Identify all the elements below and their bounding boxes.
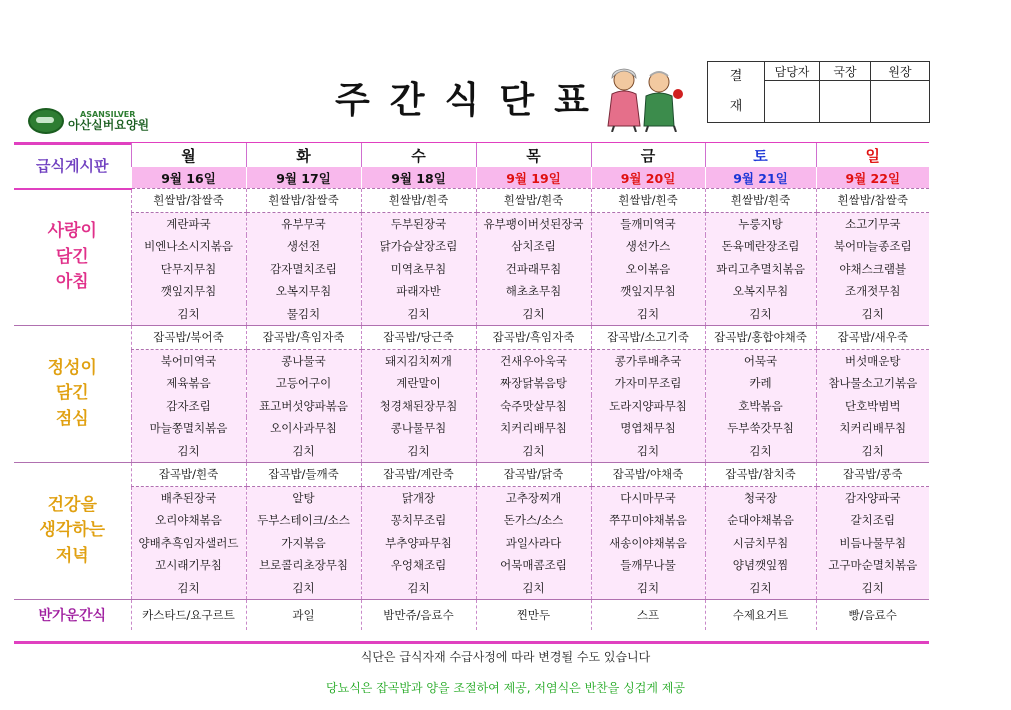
snack-label: 반가운간식 — [38, 608, 107, 624]
menu-item-cell: 시금치무침 — [705, 532, 816, 555]
menu-item-cell: 김치 — [476, 577, 591, 600]
menu-item-cell: 쭈꾸미야채볶음 — [591, 509, 705, 532]
menu-item-cell: 돼지김치찌개 — [361, 349, 476, 372]
rice-porridge-cell: 흰쌀밥/흰죽 — [476, 189, 591, 213]
menu-item-cell: 치커리배무침 — [476, 417, 591, 440]
menu-item-cell: 조개젓무침 — [816, 280, 929, 303]
rice-porridge-cell: 잡곡밥/참치죽 — [705, 463, 816, 487]
menu-item-cell: 들깨미역국 — [591, 212, 705, 235]
meal-label-line: 저녁 — [55, 545, 89, 566]
rice-porridge-cell: 잡곡밥/야채죽 — [591, 463, 705, 487]
menu-item-cell: 김치 — [591, 303, 705, 326]
menu-item-cell: 삼치조림 — [476, 235, 591, 258]
menu-item-cell: 닭개장 — [361, 486, 476, 509]
menu-item-cell: 꽁치무조림 — [361, 509, 476, 532]
meal-label-line: 담긴 — [55, 383, 89, 404]
menu-item-cell: 콩가루배추국 — [591, 349, 705, 372]
rice-porridge-cell: 잡곡밥/흑임자죽 — [476, 326, 591, 350]
menu-item-cell: 깻잎지무침 — [591, 280, 705, 303]
menu-item-cell: 마늘쫑멸치볶음 — [131, 417, 246, 440]
approval-box — [707, 61, 930, 123]
meal-label-line: 담긴 — [55, 246, 89, 267]
header-label — [14, 143, 131, 189]
menu-item-cell: 김치 — [361, 440, 476, 463]
menu-item-cell: 양배추흑임자샐러드 — [131, 532, 246, 555]
logo — [28, 108, 149, 134]
menu-item-cell: 계란파국 — [131, 212, 246, 235]
snack-cell: 스프 — [591, 600, 705, 631]
menu-item-cell: 오이볶음 — [591, 258, 705, 281]
menu-item-cell: 꼬시래기무침 — [131, 554, 246, 577]
rice-porridge-cell: 흰쌀밥/흰죽 — [591, 189, 705, 213]
menu-item-cell: 호박볶음 — [705, 395, 816, 418]
rice-porridge-cell: 잡곡밥/홍합야채죽 — [705, 326, 816, 350]
meal-section-label — [14, 463, 131, 600]
rice-porridge-cell: 흰쌀밥/흰죽 — [361, 189, 476, 213]
menu-item-cell: 오리야채볶음 — [131, 509, 246, 532]
menu-item-cell: 어묵매콤조림 — [476, 554, 591, 577]
date-cell: 9월 17일 — [246, 167, 361, 189]
menu-item-cell: 야채스크램블 — [816, 258, 929, 281]
rice-porridge-cell: 잡곡밥/계란죽 — [361, 463, 476, 487]
menu-item-cell: 북어마늘종조림 — [816, 235, 929, 258]
approval-sign-director[interactable] — [820, 81, 871, 123]
date-cell: 9월 19일 — [476, 167, 591, 189]
menu-item-cell: 김치 — [591, 440, 705, 463]
menu-item-cell: 비듬나물무침 — [816, 532, 929, 555]
menu-item-cell: 오이사과무침 — [246, 417, 361, 440]
approval-col-head: 원장 — [871, 62, 930, 81]
menu-item-cell: 돈육메란장조림 — [705, 235, 816, 258]
approval-label-top: 결 — [729, 69, 743, 85]
menu-item-cell: 청경채된장무침 — [361, 395, 476, 418]
menu-item-cell: 계란말이 — [361, 372, 476, 395]
meal-label-line: 건강을 — [47, 494, 97, 515]
menu-item-cell: 양념깻잎찜 — [705, 554, 816, 577]
snack-cell: 밤만쥬/음료수 — [361, 600, 476, 631]
menu-item-cell: 숙주맛살무침 — [476, 395, 591, 418]
menu-item-cell: 고구마순멸치볶음 — [816, 554, 929, 577]
day-header: 수 — [361, 143, 476, 167]
rice-porridge-cell: 잡곡밥/닭죽 — [476, 463, 591, 487]
rice-porridge-cell: 흰쌀밥/찹쌀죽 — [131, 189, 246, 213]
menu-item-cell: 고추장찌개 — [476, 486, 591, 509]
snack-cell: 수제요거트 — [705, 600, 816, 631]
menu-item-cell: 김치 — [246, 577, 361, 600]
menu-item-cell: 배추된장국 — [131, 486, 246, 509]
menu-item-cell: 참나물소고기볶음 — [816, 372, 929, 395]
menu-item-cell: 김치 — [131, 440, 246, 463]
rice-porridge-cell: 잡곡밥/북어죽 — [131, 326, 246, 350]
meal-label-line: 점심 — [55, 408, 89, 429]
menu-item-cell: 미역초무침 — [361, 258, 476, 281]
rice-porridge-cell: 잡곡밥/흰죽 — [131, 463, 246, 487]
menu-item-cell: 유부팽이버섯된장국 — [476, 212, 591, 235]
menu-item-cell: 감자멸치조림 — [246, 258, 361, 281]
menu-item-cell: 돈가스/소스 — [476, 509, 591, 532]
menu-item-cell: 김치 — [476, 440, 591, 463]
logo-emblem-icon — [28, 108, 64, 134]
menu-item-cell: 알탕 — [246, 486, 361, 509]
menu-item-cell: 어묵국 — [705, 349, 816, 372]
menu-item-cell: 비엔나소시지볶음 — [131, 235, 246, 258]
menu-item-cell: 북어미역국 — [131, 349, 246, 372]
menu-item-cell: 물김치 — [246, 303, 361, 326]
menu-change-note: 식단은 급식자재 수급사정에 따라 변경될 수도 있습니다 — [360, 650, 651, 664]
menu-item-cell: 고등어구이 — [246, 372, 361, 395]
date-cell: 9월 18일 — [361, 167, 476, 189]
menu-item-cell: 갈치조림 — [816, 509, 929, 532]
date-cell: 9월 16일 — [131, 167, 246, 189]
menu-item-cell: 김치 — [131, 577, 246, 600]
rice-porridge-cell: 잡곡밥/소고기죽 — [591, 326, 705, 350]
menu-item-cell: 오복지무침 — [705, 280, 816, 303]
menu-item-cell: 김치 — [246, 440, 361, 463]
menu-item-cell: 부추양파무침 — [361, 532, 476, 555]
date-cell: 9월 21일 — [705, 167, 816, 189]
menu-item-cell: 도라지양파무침 — [591, 395, 705, 418]
meal-label-line: 정성이 — [47, 357, 97, 378]
menu-item-cell: 치커리배무침 — [816, 417, 929, 440]
menu-item-cell: 콩나물무침 — [361, 417, 476, 440]
menu-item-cell: 김치 — [705, 577, 816, 600]
approval-sign-head[interactable] — [871, 81, 930, 123]
menu-item-cell: 두부쑥갓무침 — [705, 417, 816, 440]
menu-item-cell: 파래자반 — [361, 280, 476, 303]
meal-label-line: 사랑이 — [47, 221, 97, 241]
meal-section-label — [14, 189, 131, 326]
meal-label-line: 아침 — [55, 272, 89, 292]
day-header: 화 — [246, 143, 361, 167]
day-header: 월 — [131, 143, 246, 167]
day-header: 목 — [476, 143, 591, 167]
elderly-couple-illustration — [604, 66, 686, 132]
menu-item-cell: 짜장닭볶음탕 — [476, 372, 591, 395]
menu-item-cell: 표고버섯양파볶음 — [246, 395, 361, 418]
menu-item-cell: 가자미무조림 — [591, 372, 705, 395]
date-cell: 9월 20일 — [591, 167, 705, 189]
menu-item-cell: 김치 — [816, 303, 929, 326]
menu-item-cell: 유부무국 — [246, 212, 361, 235]
menu-item-cell: 카레 — [705, 372, 816, 395]
rice-porridge-cell: 잡곡밥/당근죽 — [361, 326, 476, 350]
menu-item-cell: 가지볶음 — [246, 532, 361, 555]
rice-porridge-cell: 흰쌀밥/찹쌀죽 — [246, 189, 361, 213]
menu-item-cell: 누룽지탕 — [705, 212, 816, 235]
menu-item-cell: 제육볶음 — [131, 372, 246, 395]
menu-item-cell: 들깨무나물 — [591, 554, 705, 577]
menu-item-cell: 다시마무국 — [591, 486, 705, 509]
meal-section-label — [14, 326, 131, 463]
menu-item-cell: 새송이야채볶음 — [591, 532, 705, 555]
menu-item-cell: 오복지무침 — [246, 280, 361, 303]
approval-col-director: 국장 — [820, 62, 871, 81]
menu-item-cell: 꽈리고추멸치볶음 — [705, 258, 816, 281]
menu-item-cell: 김치 — [476, 303, 591, 326]
snack-cell: 과일 — [246, 600, 361, 631]
menu-item-cell: 과일사라다 — [476, 532, 591, 555]
meal-label-line: 생각하는 — [39, 520, 106, 541]
menu-item-cell: 생선가스 — [591, 235, 705, 258]
menu-item-cell: 감자조림 — [131, 395, 246, 418]
rice-porridge-cell: 잡곡밥/새우죽 — [816, 326, 929, 350]
rice-porridge-cell: 잡곡밥/콩죽 — [816, 463, 929, 487]
menu-item-cell: 깻잎지무침 — [131, 280, 246, 303]
menu-item-cell: 김치 — [131, 303, 246, 326]
menu-item-cell: 콩나물국 — [246, 349, 361, 372]
menu-item-cell: 해초초무침 — [476, 280, 591, 303]
snack-cell: 카스타드/요구르트 — [131, 600, 246, 631]
menu-item-cell: 김치 — [816, 577, 929, 600]
menu-item-cell: 순대야채볶음 — [705, 509, 816, 532]
diet-note: 당뇨식은 잡곡밥과 양을 조절하여 제공, 저염식은 반찬을 싱겁게 제공 — [326, 681, 685, 695]
day-header: 토 — [705, 143, 816, 167]
menu-item-cell: 김치 — [591, 577, 705, 600]
menu-item-cell: 단무지무침 — [131, 258, 246, 281]
day-header: 일 — [816, 143, 929, 167]
menu-item-cell: 건파래무침 — [476, 258, 591, 281]
snack-cell: 찐만두 — [476, 600, 591, 631]
approval-col-manager: 담당자 — [765, 62, 820, 81]
menu-item-cell: 버섯매운탕 — [816, 349, 929, 372]
menu-item-cell: 청국장 — [705, 486, 816, 509]
rice-porridge-cell: 잡곡밥/흑임자죽 — [246, 326, 361, 350]
approval-sign-manager[interactable] — [765, 81, 820, 123]
menu-item-cell: 김치 — [705, 440, 816, 463]
menu-item-cell: 브로콜리초장무침 — [246, 554, 361, 577]
page-title: 주간식단표 — [335, 80, 609, 121]
menu-item-cell: 생선전 — [246, 235, 361, 258]
menu-item-cell: 닭가슴살장조림 — [361, 235, 476, 258]
menu-item-cell: 김치 — [361, 577, 476, 600]
menu-item-cell: 건새우아욱국 — [476, 349, 591, 372]
menu-item-cell: 소고기무국 — [816, 212, 929, 235]
menu-item-cell: 김치 — [816, 440, 929, 463]
menu-item-cell: 명엽채무침 — [591, 417, 705, 440]
bottom-divider — [14, 641, 929, 644]
menu-item-cell: 감자양파국 — [816, 486, 929, 509]
menu-item-cell: 김치 — [705, 303, 816, 326]
menu-item-cell: 두부스테이크/소스 — [246, 509, 361, 532]
logo-brand-en: ASANSILVER — [80, 110, 136, 119]
menu-item-cell: 단호박범벅 — [816, 395, 929, 418]
menu-grid — [14, 143, 929, 630]
menu-item-cell: 우엉채조림 — [361, 554, 476, 577]
header-label-text: 급식게시판 — [36, 156, 109, 175]
snack-cell: 빵/음료수 — [816, 600, 929, 631]
menu-item-cell: 김치 — [361, 303, 476, 326]
rice-porridge-cell: 잡곡밥/들깨죽 — [246, 463, 361, 487]
menu-item-cell: 두부된장국 — [361, 212, 476, 235]
rice-porridge-cell: 흰쌀밥/흰죽 — [705, 189, 816, 213]
logo-brand-ko: 아산실버요양원 — [68, 118, 150, 132]
approval-label-bottom: 재 — [729, 99, 743, 114]
date-cell: 9월 22일 — [816, 167, 929, 189]
rice-porridge-cell: 흰쌀밥/찹쌀죽 — [816, 189, 929, 213]
day-header: 금 — [591, 143, 705, 167]
